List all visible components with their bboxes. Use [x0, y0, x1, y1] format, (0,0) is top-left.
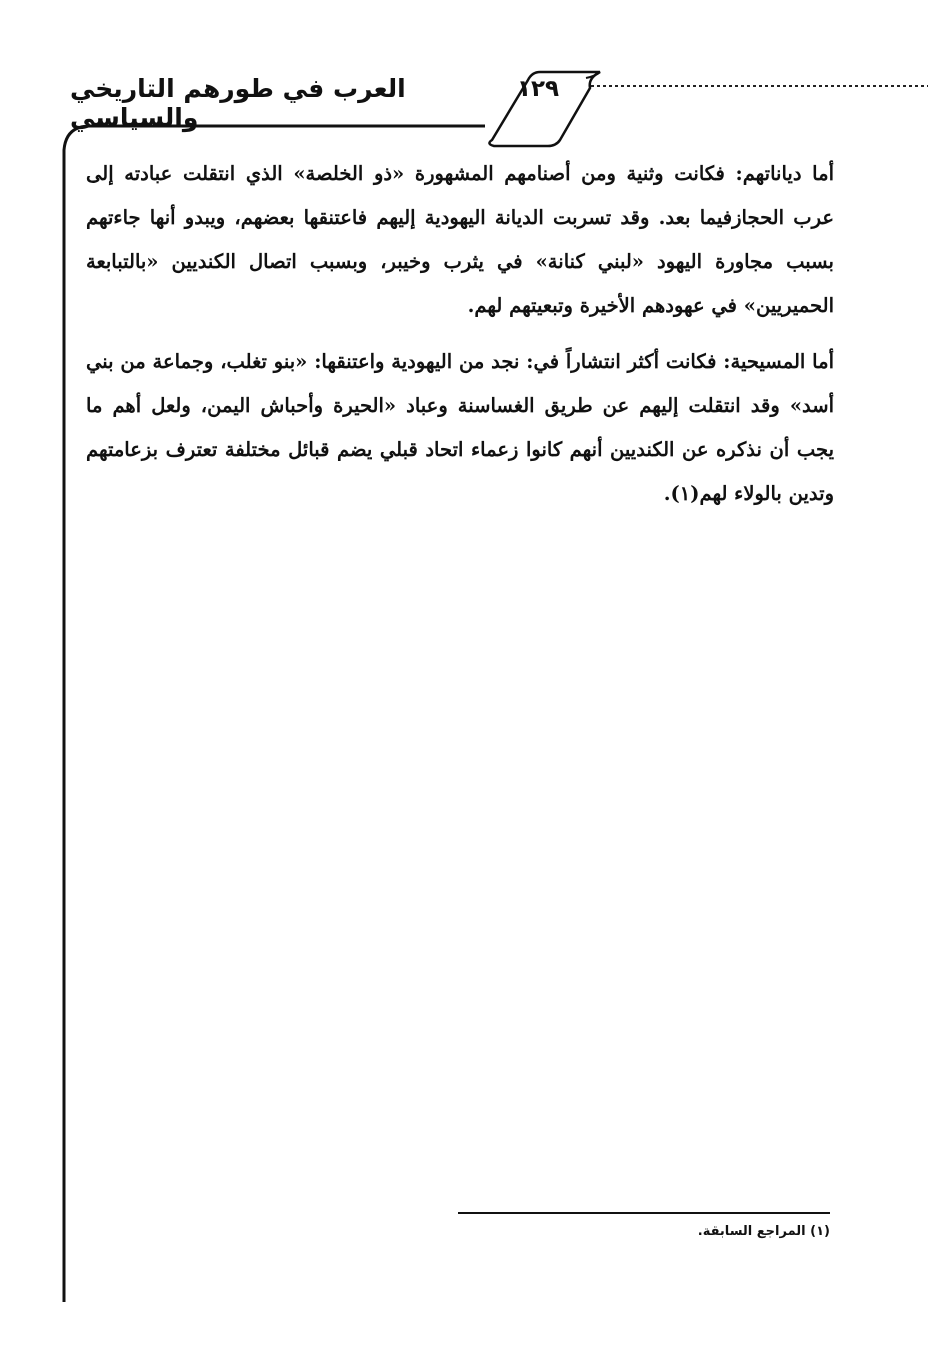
paragraph-christianity: أما المسيحية: فكانت أكثر انتشاراً في: نجد من اليهودية واعتنقها: «بنو تغلب، وجماعة من بني أسد» وقد انتقلت إليهم عن طريق الغساسنة وعباد «الحيرة وأحباش اليمن، ولعل أهم ما يجب أن نذكره عن الكنديين أنهم كانوا زعماء اتحاد قبلي يضم قبائل مختلفة تعترف بزعامتهم وتدين بالولاء لهم(١).: [86, 350, 834, 505]
footnote-rule: [458, 1212, 830, 1214]
page-number: ١٢٩: [516, 76, 560, 102]
running-title: العرب في طورهم التاريخي والسياسي: [70, 74, 406, 132]
footnote: (١) المراجع السابقة.: [697, 1224, 830, 1239]
body-text: [86, 152, 834, 528]
paragraph-religions: أما دياناتهم: فكانت وثنية ومن أصنامهم المشهورة «ذو الخلصة» الذي انتقلت عبادته إلى عرب الحجازفيما بعد. وقد تسربت الديانة اليهودية إليهم فاعتنقها بعضهم، ويبدو أنها جاءتهم بسبب مجاورة اليهود «لبني كنانة» في يثرب وخيبر، وبسبب اتصال الكنديين «بالتبابعة الحميريين» في عهودهم الأخيرة وتبعيتهم لهم.: [86, 162, 834, 317]
